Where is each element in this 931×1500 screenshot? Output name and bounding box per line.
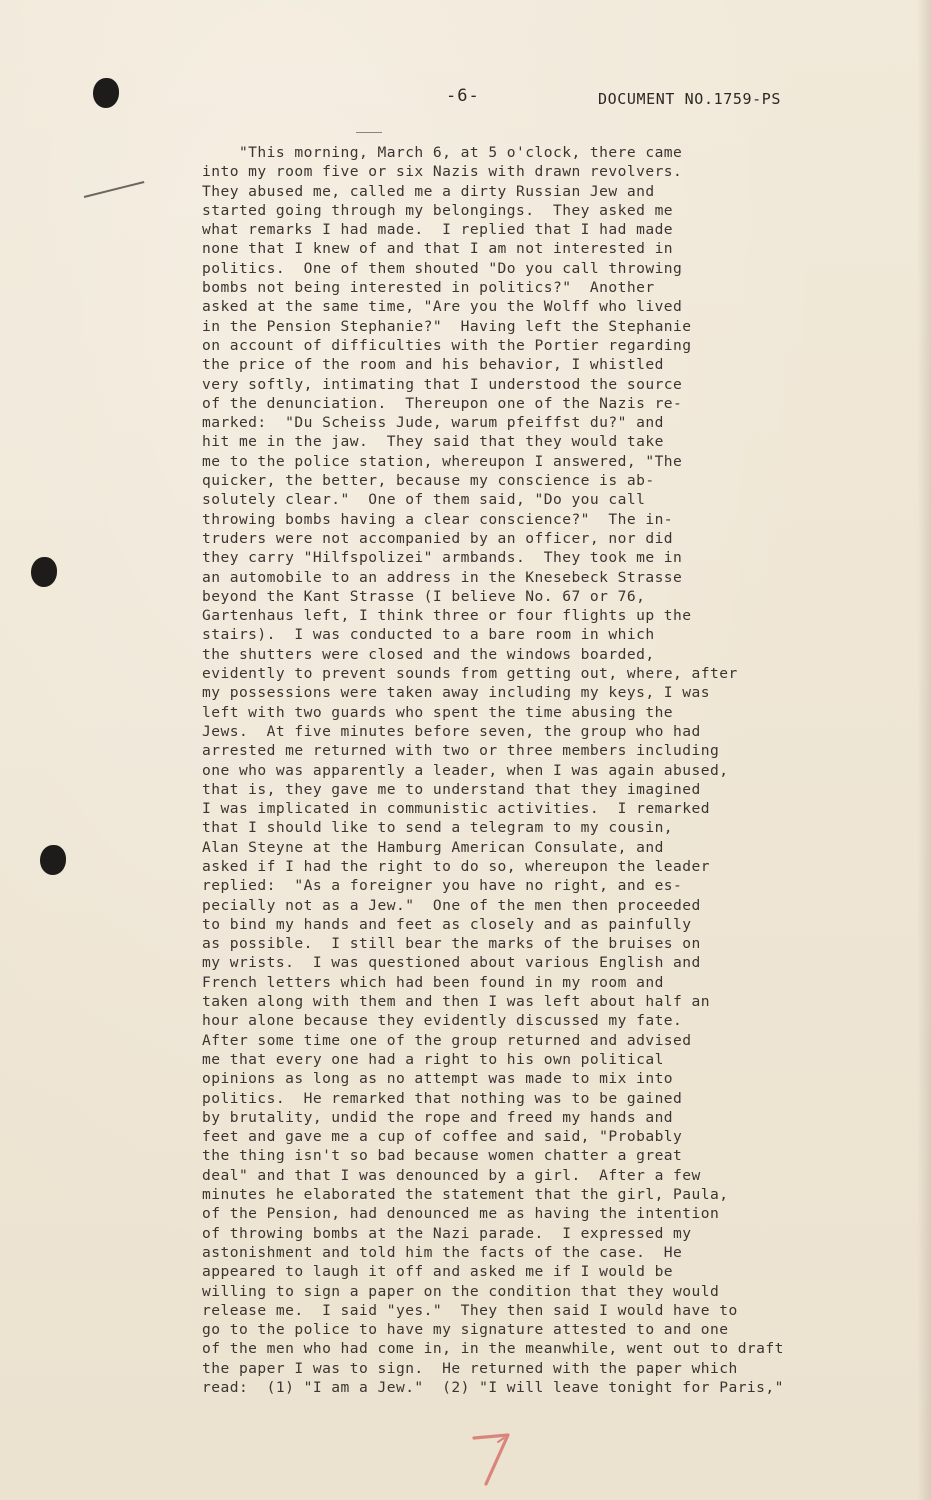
text-line: opinions as long as no attempt was made to mix into bbox=[202, 1070, 674, 1088]
text-line: as possible. I still bear the marks of the bruises on bbox=[202, 935, 701, 953]
divider bbox=[356, 132, 382, 133]
text-line: truders were not accompanied by an officer, nor did bbox=[202, 529, 674, 547]
text-line: the thing isn't so bad because women chatter a great bbox=[202, 1147, 683, 1165]
text-line: that is, they gave me to understand that they imagined bbox=[202, 780, 701, 798]
punch-hole-icon bbox=[93, 78, 119, 108]
text-line: stairs). I was conducted to a bare room in which bbox=[202, 626, 655, 644]
text-line: bombs not being interested in politics?" Another bbox=[202, 279, 655, 297]
text-line: pecially not as a Jew." One of the men then proceeded bbox=[202, 896, 701, 914]
text-line: replied: "As a foreigner you have no right, and es- bbox=[202, 877, 683, 895]
text-line: started going through my belongings. They asked me bbox=[202, 201, 674, 219]
text-line: deal" and that I was denounced by a girl. After a few bbox=[202, 1166, 701, 1184]
text-line: in the Pension Stephanie?" Having left the Stephanie bbox=[202, 317, 692, 335]
text-line: quicker, the better, because my conscience is ab- bbox=[202, 472, 655, 490]
text-line: read: (1) "I am a Jew." (2) "I will leave tonight for Paris," bbox=[202, 1379, 784, 1396]
text-line: They abused me, called me a dirty Russian Jew and bbox=[202, 182, 655, 200]
text-line: "This morning, March 6, at 5 o'clock, there came bbox=[202, 144, 683, 161]
text-line: beyond the Kant Strasse (I believe No. 67 or 76, bbox=[202, 587, 646, 605]
text-line: arrested me returned with two or three members including bbox=[202, 742, 720, 760]
text-line: the shutters were closed and the windows boarded, bbox=[202, 645, 655, 663]
text-line: the price of the room and his behavior, I whistled bbox=[202, 356, 664, 374]
text-line: Gartenhaus left, I think three or four flights up the bbox=[202, 607, 692, 625]
text-line: taken along with them and then I was left about half an bbox=[202, 993, 710, 1011]
document-id: DOCUMENT NO.1759-PS bbox=[598, 90, 781, 108]
text-line: minutes he elaborated the statement that the girl, Paula, bbox=[202, 1186, 729, 1204]
text-line: politics. He remarked that nothing was to be gained bbox=[202, 1089, 683, 1107]
margin-pencil-mark bbox=[84, 181, 145, 198]
text-line: me that every one had a right to his own political bbox=[202, 1050, 664, 1068]
text-line: my possessions were taken away including my keys, I was bbox=[202, 684, 710, 702]
punch-hole-icon bbox=[31, 557, 57, 587]
text-line: marked: "Du Scheiss Jude, warum pfeiffst du?" and bbox=[202, 414, 664, 432]
text-line: they carry "Hilfspolizei" armbands. They took me in bbox=[202, 549, 683, 567]
text-line: After some time one of the group returned and advised bbox=[202, 1031, 692, 1049]
text-line: hour alone because they evidently discussed my fate. bbox=[202, 1012, 683, 1030]
text-line: willing to sign a paper on the condition that they would bbox=[202, 1282, 720, 1300]
punch-hole-icon bbox=[40, 845, 66, 875]
text-line: by brutality, undid the rope and freed my hands and bbox=[202, 1108, 674, 1126]
text-line: of throwing bombs at the Nazi parade. I expressed my bbox=[202, 1224, 692, 1242]
text-line: none that I knew of and that I am not interested in bbox=[202, 240, 674, 258]
text-line: on account of difficulties with the Portier regarding bbox=[202, 336, 692, 354]
text-line: appeared to laugh it off and asked me if I would be bbox=[202, 1263, 674, 1281]
text-line: throwing bombs having a clear conscience?" The in- bbox=[202, 510, 674, 528]
text-line: astonishment and told him the facts of the case. He bbox=[202, 1243, 683, 1261]
text-line: solutely clear." One of them said, "Do you call bbox=[202, 491, 646, 509]
text-line: an automobile to an address in the Knesebeck Strasse bbox=[202, 568, 683, 586]
text-line: me to the police station, whereupon I answered, "The bbox=[202, 452, 683, 470]
text-line: the paper I was to sign. He returned with the paper which bbox=[202, 1359, 738, 1377]
text-line: hit me in the jaw. They said that they would take bbox=[202, 433, 664, 451]
text-line: of the Pension, had denounced me as having the intention bbox=[202, 1205, 720, 1223]
testimony-body bbox=[202, 143, 842, 1397]
page-edge-shadow bbox=[917, 0, 931, 1500]
red-pencil-mark-icon bbox=[468, 1428, 516, 1488]
text-line: French letters which had been found in my room and bbox=[202, 973, 664, 991]
text-line: go to the police to have my signature attested to and one bbox=[202, 1321, 729, 1339]
text-line: into my room five or six Nazis with drawn revolvers. bbox=[202, 163, 683, 181]
text-line: asked if I had the right to do so, whereupon the leader bbox=[202, 857, 710, 875]
text-line: I was implicated in communistic activities. I remarked bbox=[202, 800, 710, 818]
text-line: what remarks I had made. I replied that I had made bbox=[202, 221, 674, 239]
text-line: very softly, intimating that I understood the source bbox=[202, 375, 683, 393]
text-line: politics. One of them shouted "Do you call throwing bbox=[202, 259, 683, 277]
page-number: -6- bbox=[446, 86, 480, 106]
text-line: Alan Steyne at the Hamburg American Consulate, and bbox=[202, 838, 664, 856]
text-line: feet and gave me a cup of coffee and said, "Probably bbox=[202, 1128, 683, 1146]
text-line: of the men who had come in, in the meanwhile, went out to draft bbox=[202, 1340, 784, 1358]
text-line: Jews. At five minutes before seven, the group who had bbox=[202, 722, 701, 740]
text-line: that I should like to send a telegram to my cousin, bbox=[202, 819, 674, 837]
text-line: left with two guards who spent the time abusing the bbox=[202, 703, 674, 721]
text-line: of the denunciation. Thereupon one of the Nazis re- bbox=[202, 394, 683, 412]
text-line: asked at the same time, "Are you the Wolff who lived bbox=[202, 298, 683, 316]
text-line: evidently to prevent sounds from getting out, where, after bbox=[202, 665, 738, 683]
text-line: to bind my hands and feet as closely and as painfully bbox=[202, 915, 692, 933]
text-line: release me. I said "yes." They then said I would have to bbox=[202, 1301, 738, 1319]
text-line: my wrists. I was questioned about various English and bbox=[202, 954, 701, 972]
text-line: one who was apparently a leader, when I was again abused, bbox=[202, 761, 729, 779]
